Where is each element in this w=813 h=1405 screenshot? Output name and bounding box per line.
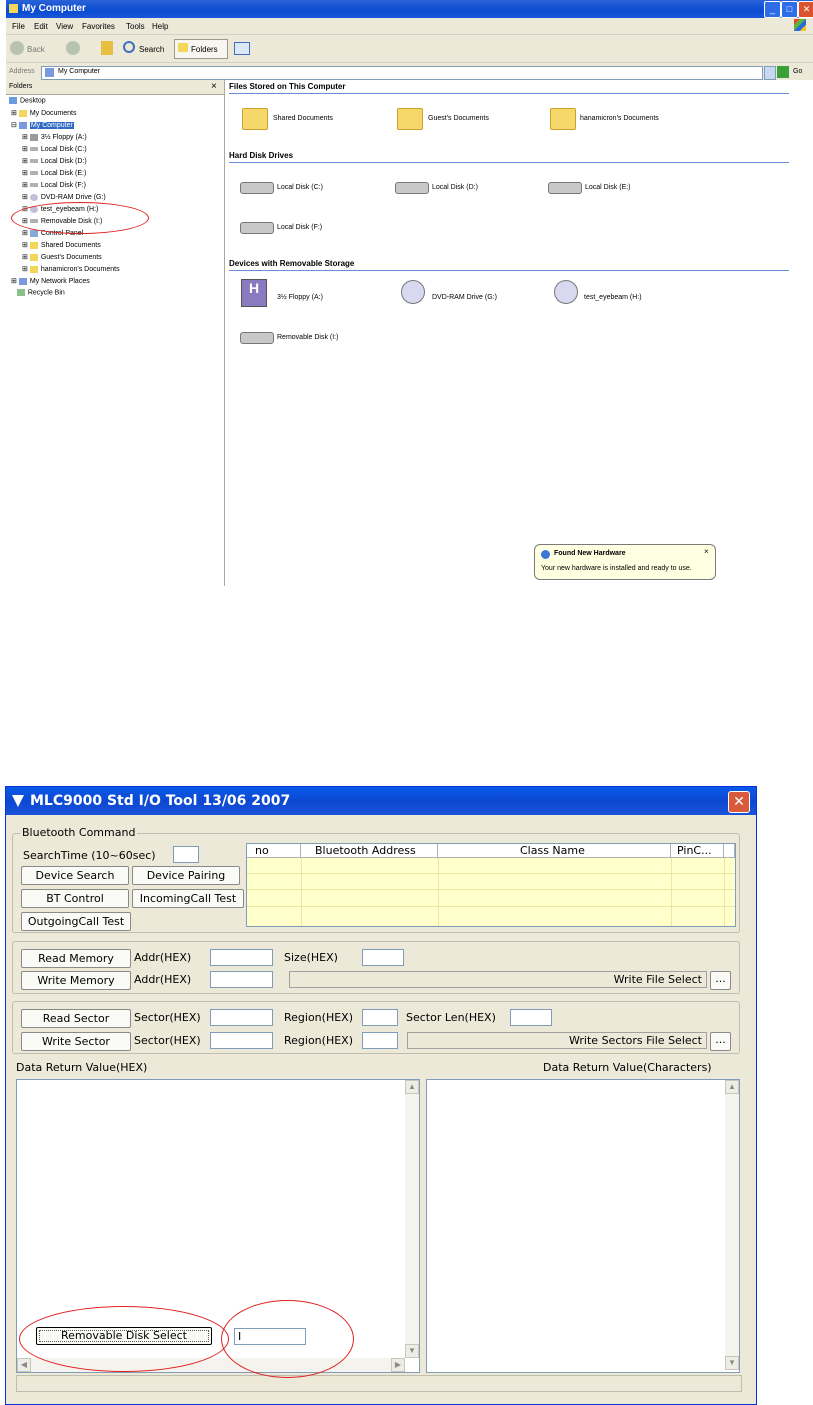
tree-item[interactable]: ⊞ My Documents — [11, 110, 77, 117]
read-sector-button[interactable]: Read Sector — [21, 1009, 131, 1028]
computer-icon — [45, 68, 54, 77]
vertical-scrollbar[interactable] — [405, 1080, 419, 1358]
windows-logo-icon — [794, 19, 806, 31]
folder-icon[interactable] — [550, 108, 576, 130]
col-divider — [724, 858, 725, 926]
group-divider — [229, 93, 789, 94]
scroll-down-arrow-icon[interactable]: ▼ — [405, 1344, 419, 1358]
scroll-right-arrow-icon[interactable]: ▶ — [391, 1358, 405, 1372]
close-pane-icon[interactable]: × — [211, 81, 217, 92]
write-file-browse-button[interactable]: ... — [710, 971, 731, 990]
tree-item-selected[interactable]: ⊟ My Computer — [11, 122, 73, 129]
drive-icon — [30, 171, 38, 175]
search-label[interactable]: Search — [139, 45, 165, 54]
notification-balloon[interactable] — [534, 544, 716, 580]
drive-icon — [30, 183, 38, 187]
write-sectors-browse-button[interactable]: ... — [710, 1032, 731, 1051]
balloon-title: Found New Hardware — [554, 550, 626, 557]
region-hex-label: Region(HEX) — [284, 1011, 353, 1024]
app-icon — [12, 795, 24, 807]
item-label[interactable]: Local Disk (E:) — [585, 184, 631, 191]
row-divider — [247, 889, 735, 890]
col-divider — [301, 858, 302, 926]
tree-item[interactable]: ⊞ 3½ Floppy (A:) — [22, 134, 87, 141]
row-divider — [247, 873, 735, 874]
address-field[interactable] — [41, 66, 763, 80]
folder-icon — [9, 4, 18, 13]
scroll-down-arrow-icon[interactable]: ▼ — [725, 1356, 739, 1370]
device-search-button[interactable]: Device Search — [21, 866, 129, 885]
device-pairing-button[interactable]: Device Pairing — [132, 866, 240, 885]
tree-item[interactable]: ⊞ Local Disk (F:) — [22, 182, 86, 189]
write-memory-button[interactable]: Write Memory — [21, 971, 131, 990]
group-header-files-stored: Files Stored on This Computer — [229, 82, 346, 91]
tree-item[interactable]: ⊞ Control Panel — [22, 230, 84, 237]
folder-icon — [30, 254, 38, 261]
go-label[interactable]: Go — [793, 68, 803, 75]
address-value: My Computer — [58, 68, 101, 75]
group-header-removable: Devices with Removable Storage — [229, 259, 355, 268]
group-divider — [229, 270, 789, 271]
data-return-chars-label: Data Return Value(Characters) — [543, 1061, 712, 1074]
sector-hex-label-2: Sector(HEX) — [134, 1034, 201, 1047]
tree-item[interactable]: ⊞ Shared Documents — [22, 242, 101, 249]
scroll-up-arrow-icon[interactable]: ▲ — [725, 1080, 739, 1094]
search-time-input[interactable] — [173, 846, 199, 863]
column-header-class-name[interactable]: Class Name — [438, 844, 671, 858]
up-folder-icon[interactable] — [101, 41, 113, 55]
read-sector-input[interactable] — [210, 1009, 273, 1026]
item-label[interactable]: Removable Disk (I:) — [277, 334, 339, 341]
removable-disk-select-button[interactable]: Removable Disk Select — [36, 1327, 212, 1345]
write-region-input[interactable] — [362, 1032, 398, 1049]
tree-item[interactable]: ⊞ Local Disk (E:) — [22, 170, 87, 177]
vertical-scrollbar[interactable] — [725, 1080, 739, 1370]
read-memory-button[interactable]: Read Memory — [21, 949, 131, 968]
item-label[interactable]: 3½ Floppy (A:) — [277, 294, 323, 301]
close-button[interactable]: ✕ — [728, 791, 750, 813]
item-label[interactable]: test_eyebeam (H:) — [584, 294, 642, 301]
control-panel-icon — [30, 230, 38, 237]
maximize-button[interactable]: □ — [781, 1, 798, 18]
folders-pane-title: Folders — [9, 83, 33, 90]
menu-edit[interactable]: Edit — [34, 22, 48, 31]
explorer-titlebar[interactable] — [6, 0, 813, 18]
item-label[interactable]: Shared Documents — [273, 115, 333, 122]
region-hex-label-2: Region(HEX) — [284, 1034, 353, 1047]
scroll-up-arrow-icon[interactable]: ▲ — [405, 1080, 419, 1094]
tree-item[interactable]: Desktop — [9, 97, 46, 104]
drive-icon — [30, 147, 38, 151]
folder-icon — [30, 266, 38, 273]
item-label[interactable]: DVD-RAM Drive (G:) — [432, 294, 497, 301]
computer-icon — [19, 122, 27, 129]
content-pane — [225, 80, 813, 586]
annotation-oval — [19, 1306, 229, 1372]
col-divider — [671, 858, 672, 926]
dvd-drive-icon[interactable] — [401, 280, 425, 304]
folder-icon — [19, 110, 27, 117]
incoming-call-test-button[interactable]: IncomingCall Test — [132, 889, 244, 908]
write-addr-input[interactable] — [210, 971, 273, 988]
address-label: Address — [9, 68, 35, 75]
forward-arrow-icon[interactable] — [66, 41, 80, 55]
tree-item[interactable]: ⊞ test_eyebeam (H:) — [22, 206, 99, 213]
column-header-bluetooth-address[interactable]: Bluetooth Address — [301, 844, 438, 858]
bluetooth-group-label: Bluetooth Command — [22, 826, 136, 839]
write-sector-button[interactable]: Write Sector — [21, 1032, 131, 1051]
info-icon — [541, 550, 550, 559]
views-icon[interactable] — [234, 42, 250, 55]
minimize-button[interactable]: _ — [764, 1, 781, 18]
item-label[interactable]: Local Disk (F:) — [277, 224, 323, 231]
floppy-icon — [30, 134, 38, 141]
sector-len-hex-label: Sector Len(HEX) — [406, 1011, 496, 1024]
tree-item[interactable]: ⊞ hanamicron's Documents — [22, 266, 120, 273]
read-addr-input[interactable] — [210, 949, 273, 966]
row-divider — [247, 906, 735, 907]
folder-icon — [30, 242, 38, 249]
column-header-pin-code[interactable]: PinC... — [671, 844, 724, 858]
size-hex-label: Size(HEX) — [284, 951, 338, 964]
tree-item[interactable]: Recycle Bin — [11, 289, 65, 296]
drive-icon — [30, 159, 38, 163]
col-divider — [438, 858, 439, 926]
folders-pane — [6, 80, 225, 586]
folders-icon — [178, 43, 188, 52]
balloon-close-icon[interactable]: × — [704, 547, 709, 556]
window-title: MLC9000 Std I/O Tool 13/06 2007 — [30, 793, 291, 809]
read-size-input[interactable] — [362, 949, 404, 966]
tree-item[interactable]: ⊞ Removable Disk (I:) — [22, 218, 103, 225]
menu-favorites[interactable]: Favorites — [82, 22, 115, 31]
folder-icon[interactable] — [242, 108, 268, 130]
toolbar — [6, 34, 813, 63]
group-header-hard-disk: Hard Disk Drives — [229, 151, 294, 160]
close-button[interactable]: ✕ — [798, 1, 813, 18]
group-divider — [229, 162, 789, 163]
removable-disk-icon[interactable] — [240, 332, 274, 344]
search-time-label: SearchTime (10~60sec) — [23, 849, 156, 862]
search-icon[interactable] — [123, 41, 135, 53]
tree-item[interactable]: ⊞ Local Disk (D:) — [22, 158, 87, 165]
menu-file[interactable]: File — [12, 22, 25, 31]
hard-drive-icon[interactable] — [395, 182, 429, 194]
bt-control-button[interactable]: BT Control — [21, 889, 129, 908]
write-sectors-file-select-field[interactable]: Write Sectors File Select — [407, 1032, 707, 1049]
balloon-text: Your new hardware is installed and ready to use. — [541, 565, 692, 572]
annotation-oval — [221, 1300, 354, 1378]
hard-drive-icon[interactable] — [240, 182, 274, 194]
item-label[interactable]: Guest's Documents — [428, 115, 489, 122]
desktop-icon — [9, 97, 17, 104]
annotation-oval — [11, 202, 149, 234]
outgoing-call-test-button[interactable]: OutgoingCall Test — [21, 912, 131, 931]
item-label[interactable]: hanamicron's Documents — [580, 115, 659, 122]
menu-help[interactable]: Help — [152, 22, 169, 31]
menu-bar — [6, 18, 813, 34]
item-label[interactable]: Local Disk (D:) — [432, 184, 478, 191]
write-file-select-field[interactable]: Write File Select — [289, 971, 707, 988]
folders-label: Folders — [191, 45, 218, 54]
cd-drive-icon[interactable] — [554, 280, 578, 304]
bluetooth-device-list[interactable] — [246, 843, 736, 927]
hard-drive-icon[interactable] — [548, 182, 582, 194]
sector-hex-label: Sector(HEX) — [134, 1011, 201, 1024]
hard-drive-icon[interactable] — [240, 222, 274, 234]
data-return-chars-textarea[interactable] — [426, 1079, 740, 1373]
tool-titlebar[interactable] — [6, 787, 756, 815]
column-header-no[interactable]: no — [247, 844, 301, 858]
sector-len-input[interactable] — [510, 1009, 552, 1026]
recycle-bin-icon — [17, 289, 25, 296]
tree-item[interactable]: ⊞ DVD-RAM Drive (G:) — [22, 194, 106, 201]
tree-item[interactable]: ⊞ Local Disk (C:) — [22, 146, 87, 153]
address-dropdown-button[interactable] — [764, 66, 776, 80]
column-header-filler — [724, 844, 735, 858]
menu-tools[interactable]: Tools — [126, 22, 145, 31]
data-return-hex-label: Data Return Value(HEX) — [16, 1061, 148, 1074]
back-arrow-icon[interactable] — [10, 41, 24, 55]
read-region-input[interactable] — [362, 1009, 398, 1026]
addr-hex-label-2: Addr(HEX) — [134, 973, 192, 986]
floppy-drive-icon[interactable]: H — [241, 279, 267, 307]
menu-view[interactable]: View — [56, 22, 74, 31]
network-icon — [19, 278, 27, 285]
folder-icon[interactable] — [397, 108, 423, 130]
folders-pane-header — [6, 80, 224, 95]
status-bar — [16, 1375, 742, 1392]
dvd-icon — [30, 194, 38, 201]
tree-item[interactable]: ⊞ My Network Places — [11, 278, 90, 285]
scroll-left-arrow-icon[interactable]: ◀ — [17, 1358, 31, 1372]
back-label[interactable]: Back — [27, 45, 45, 54]
tree-item[interactable]: ⊞ Guest's Documents — [22, 254, 102, 261]
addr-hex-label: Addr(HEX) — [134, 951, 192, 964]
write-sector-input[interactable] — [210, 1032, 273, 1049]
explorer-window — [6, 0, 813, 586]
item-label[interactable]: Local Disk (C:) — [277, 184, 323, 191]
go-arrow-icon[interactable] — [777, 66, 789, 78]
address-bar — [6, 62, 813, 81]
window-title: My Computer — [22, 3, 86, 14]
